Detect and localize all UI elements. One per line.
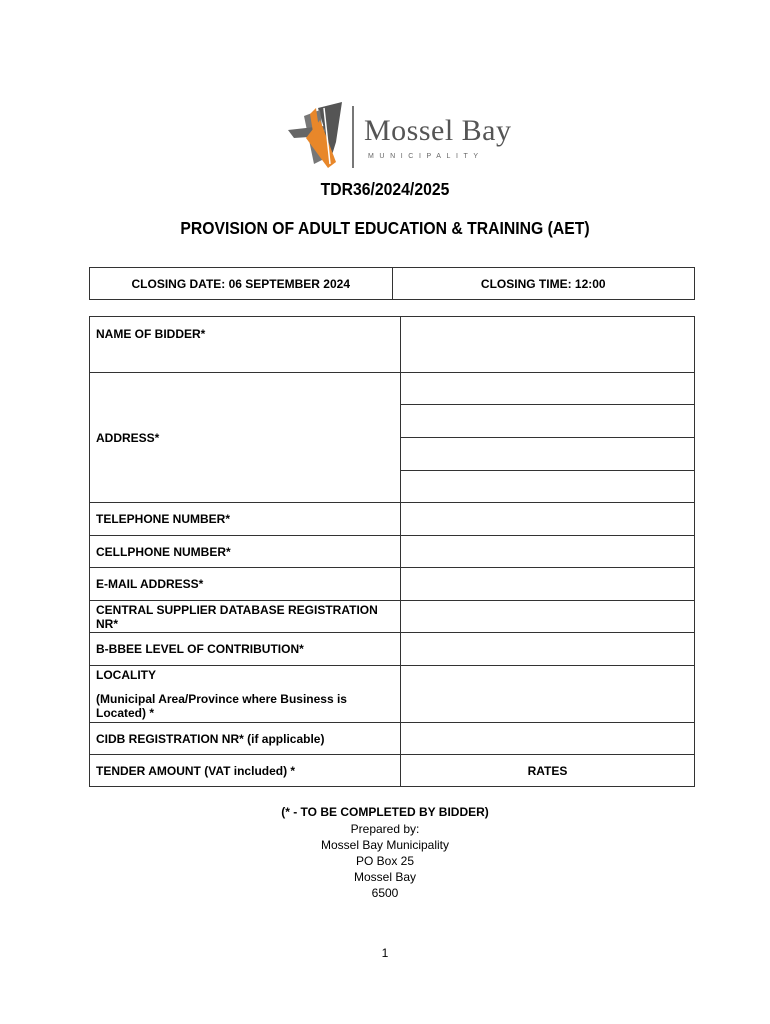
- logo-divider: [352, 106, 354, 168]
- municipality-logo: [284, 98, 512, 174]
- bbbee-label: B-BBEE LEVEL OF CONTRIBUTION*: [90, 633, 401, 666]
- email-label: E-MAIL ADDRESS*: [90, 568, 401, 601]
- locality-sub-label: (Municipal Area/Province where Business is Located) *: [96, 692, 347, 720]
- telephone-label: TELEPHONE NUMBER*: [90, 503, 401, 536]
- tender-amount-label: TENDER AMOUNT (VAT included) *: [90, 755, 401, 787]
- page-number: 1: [381, 946, 389, 960]
- mossel-bay-logo-icon: [284, 98, 350, 174]
- name-of-bidder-label: NAME OF BIDDER*: [90, 317, 401, 373]
- locality-label: LOCALITY: [96, 668, 156, 682]
- cellphone-label: CELLPHONE NUMBER*: [90, 536, 401, 568]
- locality-field[interactable]: [401, 666, 695, 723]
- csd-field[interactable]: [401, 601, 695, 633]
- cidb-field[interactable]: [401, 723, 695, 755]
- closing-time: CLOSING TIME: 12:00: [392, 268, 695, 300]
- completion-note: (* - TO BE COMPLETED BY BIDDER): [281, 805, 489, 819]
- address-line-2-field[interactable]: [401, 405, 695, 438]
- name-of-bidder-field[interactable]: [401, 317, 695, 373]
- logo-name: Mossel Bay: [364, 114, 512, 147]
- logo-subtitle: MUNICIPALITY: [368, 153, 484, 160]
- address-line-4-field[interactable]: [401, 471, 695, 503]
- closing-table: [89, 267, 695, 300]
- cellphone-field[interactable]: [401, 536, 695, 568]
- csd-label: CENTRAL SUPPLIER DATABASE REGISTRATION NR*: [90, 601, 401, 633]
- address-label: ADDRESS*: [90, 373, 401, 503]
- tender-title: PROVISION OF ADULT EDUCATION & TRAINING (AET): [180, 218, 590, 238]
- email-field[interactable]: [401, 568, 695, 601]
- prepared-box: PO Box 25: [355, 854, 415, 868]
- tender-reference: TDR36/2024/2025: [320, 179, 450, 199]
- address-line-1-field[interactable]: [401, 373, 695, 405]
- prepared-code: 6500: [371, 886, 399, 900]
- rates-field[interactable]: RATES: [401, 755, 695, 787]
- address-line-3-field[interactable]: [401, 438, 695, 471]
- prepared-org: Mossel Bay Municipality: [320, 838, 450, 852]
- closing-date: CLOSING DATE: 06 SEPTEMBER 2024: [90, 268, 393, 300]
- prepared-town: Mossel Bay: [353, 870, 417, 884]
- bidder-form-table: [89, 316, 695, 787]
- cidb-label: CIDB REGISTRATION NR* (if applicable): [90, 723, 401, 755]
- prepared-by: Prepared by:: [350, 822, 420, 836]
- telephone-field[interactable]: [401, 503, 695, 536]
- locality-label-cell: [90, 666, 401, 723]
- bbbee-field[interactable]: [401, 633, 695, 666]
